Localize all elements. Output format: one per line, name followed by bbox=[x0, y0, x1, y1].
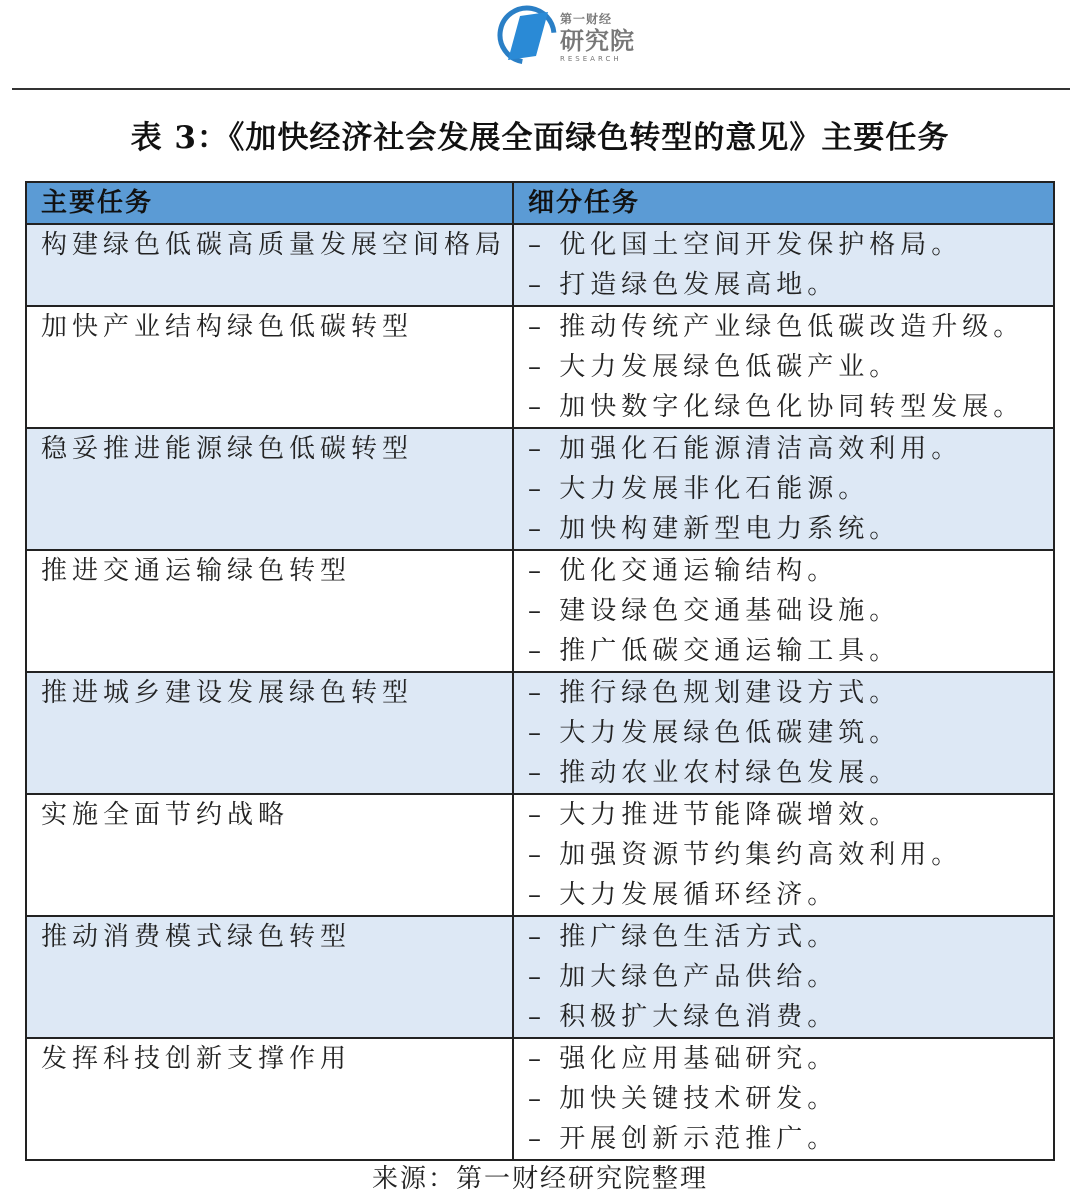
logo-text-big: 研究院 bbox=[560, 27, 635, 55]
sub-task-item: – 积极扩大绿色消费。 bbox=[528, 1002, 839, 1032]
table-row bbox=[26, 550, 1054, 672]
sub-tasks-cell bbox=[513, 224, 1054, 306]
sub-task-item: – 大力发展绿色低碳产业。 bbox=[528, 352, 901, 382]
sub-task-item: – 优化国土空间开发保护格局。 bbox=[528, 230, 963, 260]
logo-emblem-icon bbox=[496, 4, 558, 66]
sub-task-item: – 开展创新示范推广。 bbox=[528, 1124, 839, 1154]
sub-task-item: – 建设绿色交通基础设施。 bbox=[528, 596, 901, 626]
sub-tasks-cell bbox=[513, 672, 1054, 794]
sub-task-item: – 加快构建新型电力系统。 bbox=[528, 514, 901, 544]
sub-task-item: – 推广低碳交通运输工具。 bbox=[528, 636, 901, 666]
logo-text-small: 第一财经 bbox=[560, 12, 613, 26]
column-header: 主要任务 bbox=[26, 182, 513, 224]
source-note: 来源：第一财经研究院整理 bbox=[371, 1164, 708, 1194]
sub-task-item: – 加强化石能源清洁高效利用。 bbox=[528, 434, 963, 464]
main-task-cell: 推进交通运输绿色转型 bbox=[26, 550, 513, 672]
column-header: 细分任务 bbox=[513, 182, 1054, 224]
table-row bbox=[26, 224, 1054, 306]
main-task-cell: 推进城乡建设发展绿色转型 bbox=[26, 672, 513, 794]
sub-task-item: – 加快关键技术研发。 bbox=[528, 1084, 839, 1114]
sub-tasks-cell bbox=[513, 916, 1054, 1038]
main-task-cell: 稳妥推进能源绿色低碳转型 bbox=[26, 428, 513, 550]
sub-tasks-cell bbox=[513, 1038, 1054, 1160]
sub-tasks-cell bbox=[513, 306, 1054, 428]
tasks-table bbox=[25, 181, 1055, 1161]
sub-task-item: – 大力发展非化石能源。 bbox=[528, 474, 870, 504]
main-task-cell: 实施全面节约战略 bbox=[26, 794, 513, 916]
sub-task-item: – 推广绿色生活方式。 bbox=[528, 922, 839, 952]
sub-task-item: – 推行绿色规划建设方式。 bbox=[528, 678, 901, 708]
sub-task-item: – 加大绿色产品供给。 bbox=[528, 962, 839, 992]
sub-tasks-cell bbox=[513, 550, 1054, 672]
sub-tasks-cell bbox=[513, 794, 1054, 916]
table-title: 表 3：《加快经济社会发展全面绿色转型的意见》主要任务 bbox=[130, 120, 950, 156]
logo bbox=[496, 4, 646, 66]
main-task-cell: 推动消费模式绿色转型 bbox=[26, 916, 513, 1038]
sub-task-item: – 推动传统产业绿色低碳改造升级。 bbox=[528, 312, 1025, 342]
table-row bbox=[26, 916, 1054, 1038]
divider bbox=[12, 88, 1070, 90]
sub-task-item: – 强化应用基础研究。 bbox=[528, 1044, 839, 1074]
sub-task-item: – 优化交通运输结构。 bbox=[528, 556, 839, 586]
sub-task-item: – 推动农业农村绿色发展。 bbox=[528, 758, 901, 788]
sub-task-item: – 大力发展绿色低碳建筑。 bbox=[528, 718, 901, 748]
main-task-cell: 加快产业结构绿色低碳转型 bbox=[26, 306, 513, 428]
main-task-cell: 构建绿色低碳高质量发展空间格局 bbox=[26, 224, 513, 306]
main-task-cell: 发挥科技创新支撑作用 bbox=[26, 1038, 513, 1160]
table-row bbox=[26, 672, 1054, 794]
logo-text-en: RESEARCH bbox=[560, 55, 622, 63]
table-row bbox=[26, 794, 1054, 916]
table-row bbox=[26, 428, 1054, 550]
sub-task-item: – 打造绿色发展高地。 bbox=[528, 270, 839, 300]
table-row bbox=[26, 306, 1054, 428]
sub-task-item: – 加快数字化绿色化协同转型发展。 bbox=[528, 392, 1025, 422]
sub-task-item: – 加强资源节约集约高效利用。 bbox=[528, 840, 963, 870]
table-row bbox=[26, 1038, 1054, 1160]
sub-task-item: – 大力推进节能降碳增效。 bbox=[528, 800, 901, 830]
table-header-row bbox=[26, 182, 1054, 224]
sub-task-item: – 大力发展循环经济。 bbox=[528, 880, 839, 910]
sub-tasks-cell bbox=[513, 428, 1054, 550]
